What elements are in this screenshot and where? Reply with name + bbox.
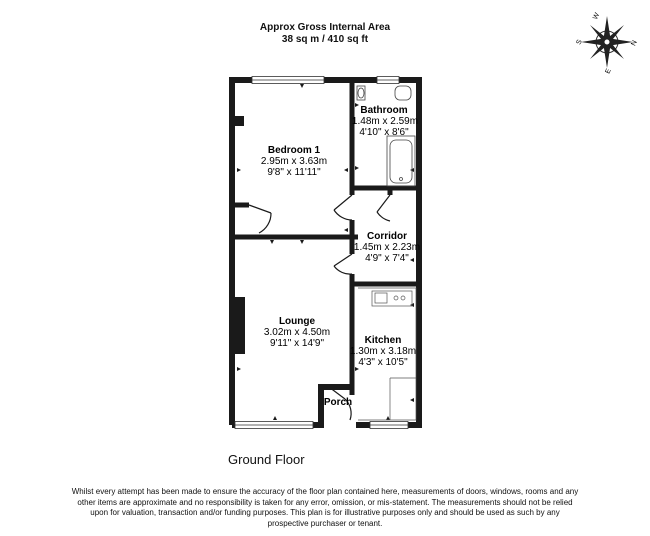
compass-s: S (575, 38, 584, 46)
corridor-name: Corridor (367, 231, 407, 242)
bedroom-name: Bedroom 1 (267, 145, 321, 156)
corridor-metric: 1.45m x 2.23m (353, 242, 421, 253)
bathroom-imperial: 4'10" x 8'6" (359, 127, 409, 138)
kitchen-imperial: 4'3" x 10'5" (358, 357, 408, 368)
porch-name: Porch (323, 397, 353, 408)
lounge-metric: 3.02m x 4.50m (263, 327, 331, 338)
fireplace (234, 297, 245, 354)
lounge-name: Lounge (278, 316, 316, 327)
area-value: 38 sq m / 410 sq ft (281, 34, 369, 45)
bathroom-name: Bathroom (360, 105, 408, 116)
chimney-breast (234, 116, 244, 126)
bedroom-imperial: 9'8" x 11'11" (267, 167, 321, 178)
bathroom-metric: 1.48m x 2.59m (351, 116, 419, 127)
corridor-imperial: 4'9" x 7'4" (365, 253, 409, 264)
compass-e: E (604, 67, 613, 75)
kitchen-name: Kitchen (364, 335, 402, 346)
compass-n: N (630, 39, 639, 48)
compass-icon (581, 16, 633, 68)
area-title: Approx Gross Internal Area (259, 22, 391, 33)
kitchen-metric: 1.30m x 3.18m (349, 346, 417, 357)
lounge-imperial: 9'11" x 14'9" (269, 338, 325, 349)
disclaimer: Whilst every attempt has been made to ensure the accuracy of the floor plan contained here, measurements of doors, windows, rooms and any other items are approximate and no responsibility is taken for any error, omission, or mis-statement. The measurements should not be relied upon for valuation, transaction and/or funding purposes. This plan is for illustrative purposes only and should be used as such by any prospective purchaser or tenant. (71, 487, 579, 528)
bedroom-metric: 2.95m x 3.63m (260, 156, 328, 167)
floor-label: Ground Floor (228, 452, 305, 467)
compass-w: W (592, 11, 602, 21)
